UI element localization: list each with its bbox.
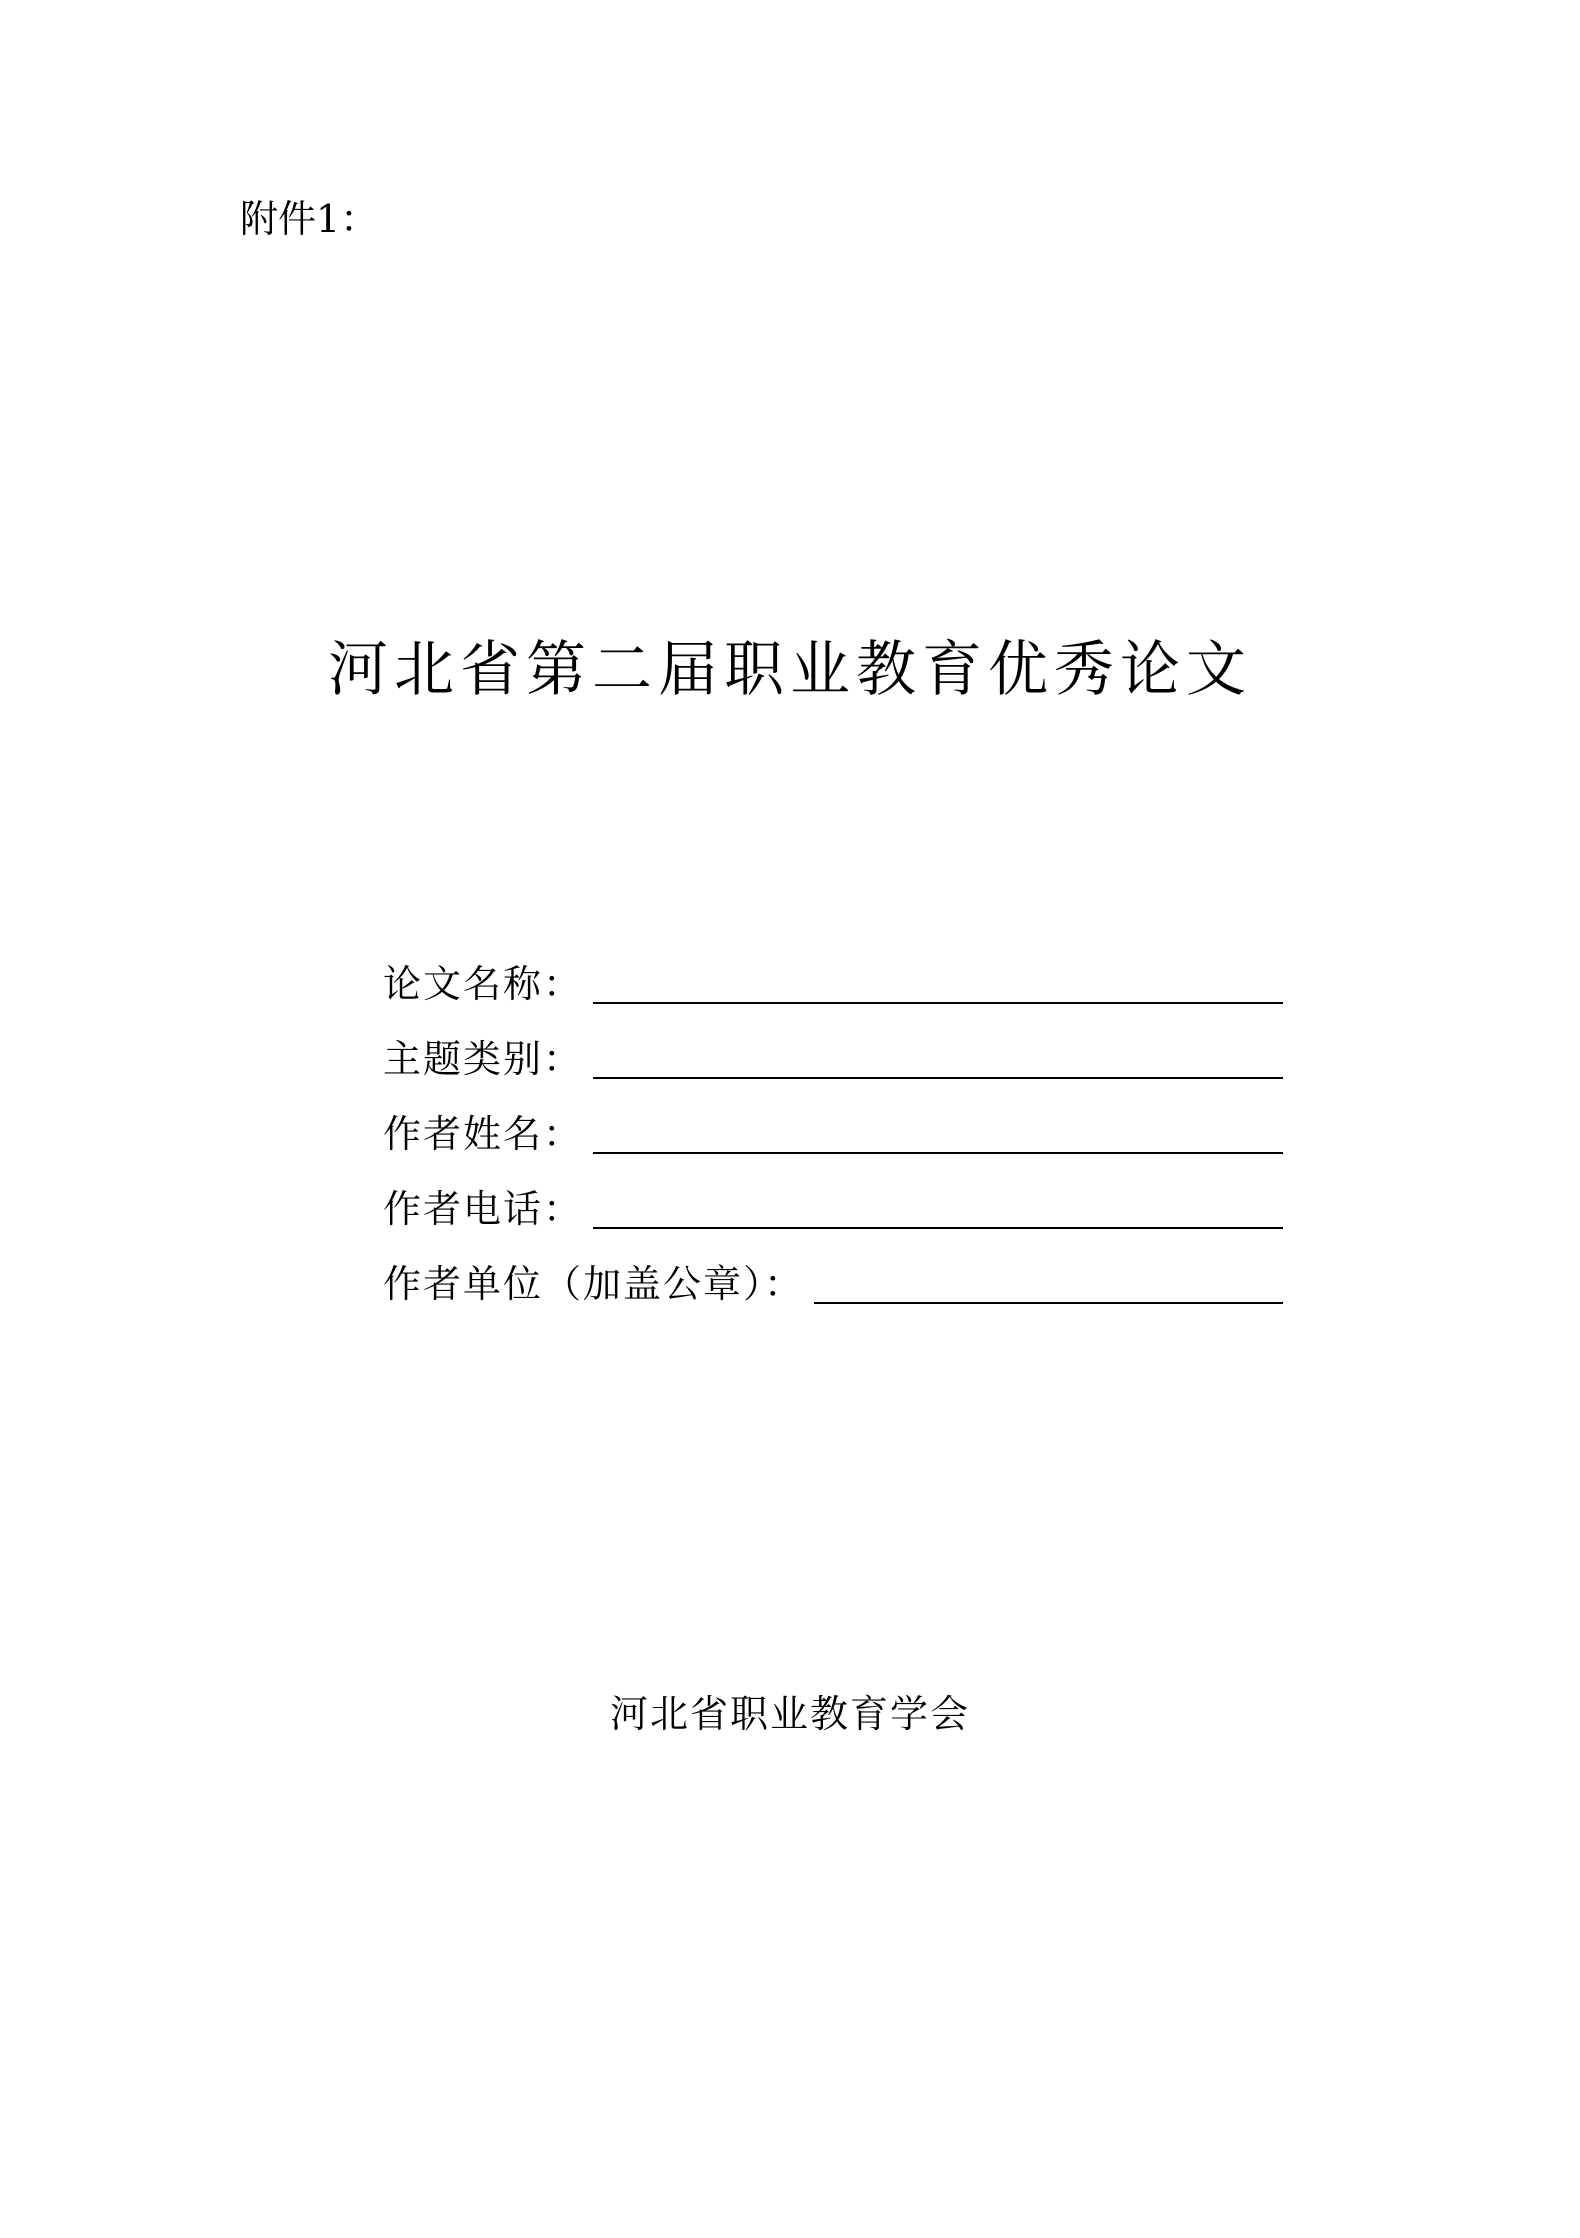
document-title: 河北省第二届职业教育优秀论文 [328, 635, 1252, 705]
form-row-topic-category [383, 1010, 1283, 1085]
form-label: 作者姓名： [383, 1112, 584, 1156]
form-label: 作者单位（加盖公章）： [383, 1262, 805, 1306]
fill-in-line [593, 1152, 1283, 1154]
fill-in-line [593, 1002, 1283, 1004]
form-row-author-phone [383, 1160, 1283, 1235]
attachment-label: 附件1： [240, 197, 379, 241]
fill-in-line [814, 1302, 1283, 1304]
fill-in-line [593, 1227, 1283, 1229]
form-row-paper-title [383, 935, 1283, 1010]
cover-form [383, 935, 1283, 1310]
organization-name: 河北省职业教育学会 [609, 1692, 970, 1736]
form-row-author-unit [383, 1235, 1283, 1310]
form-label: 论文名称： [383, 962, 584, 1006]
form-label: 作者电话： [383, 1187, 584, 1231]
form-row-author-name [383, 1085, 1283, 1160]
form-label: 主题类别： [383, 1037, 584, 1081]
fill-in-line [593, 1077, 1283, 1079]
